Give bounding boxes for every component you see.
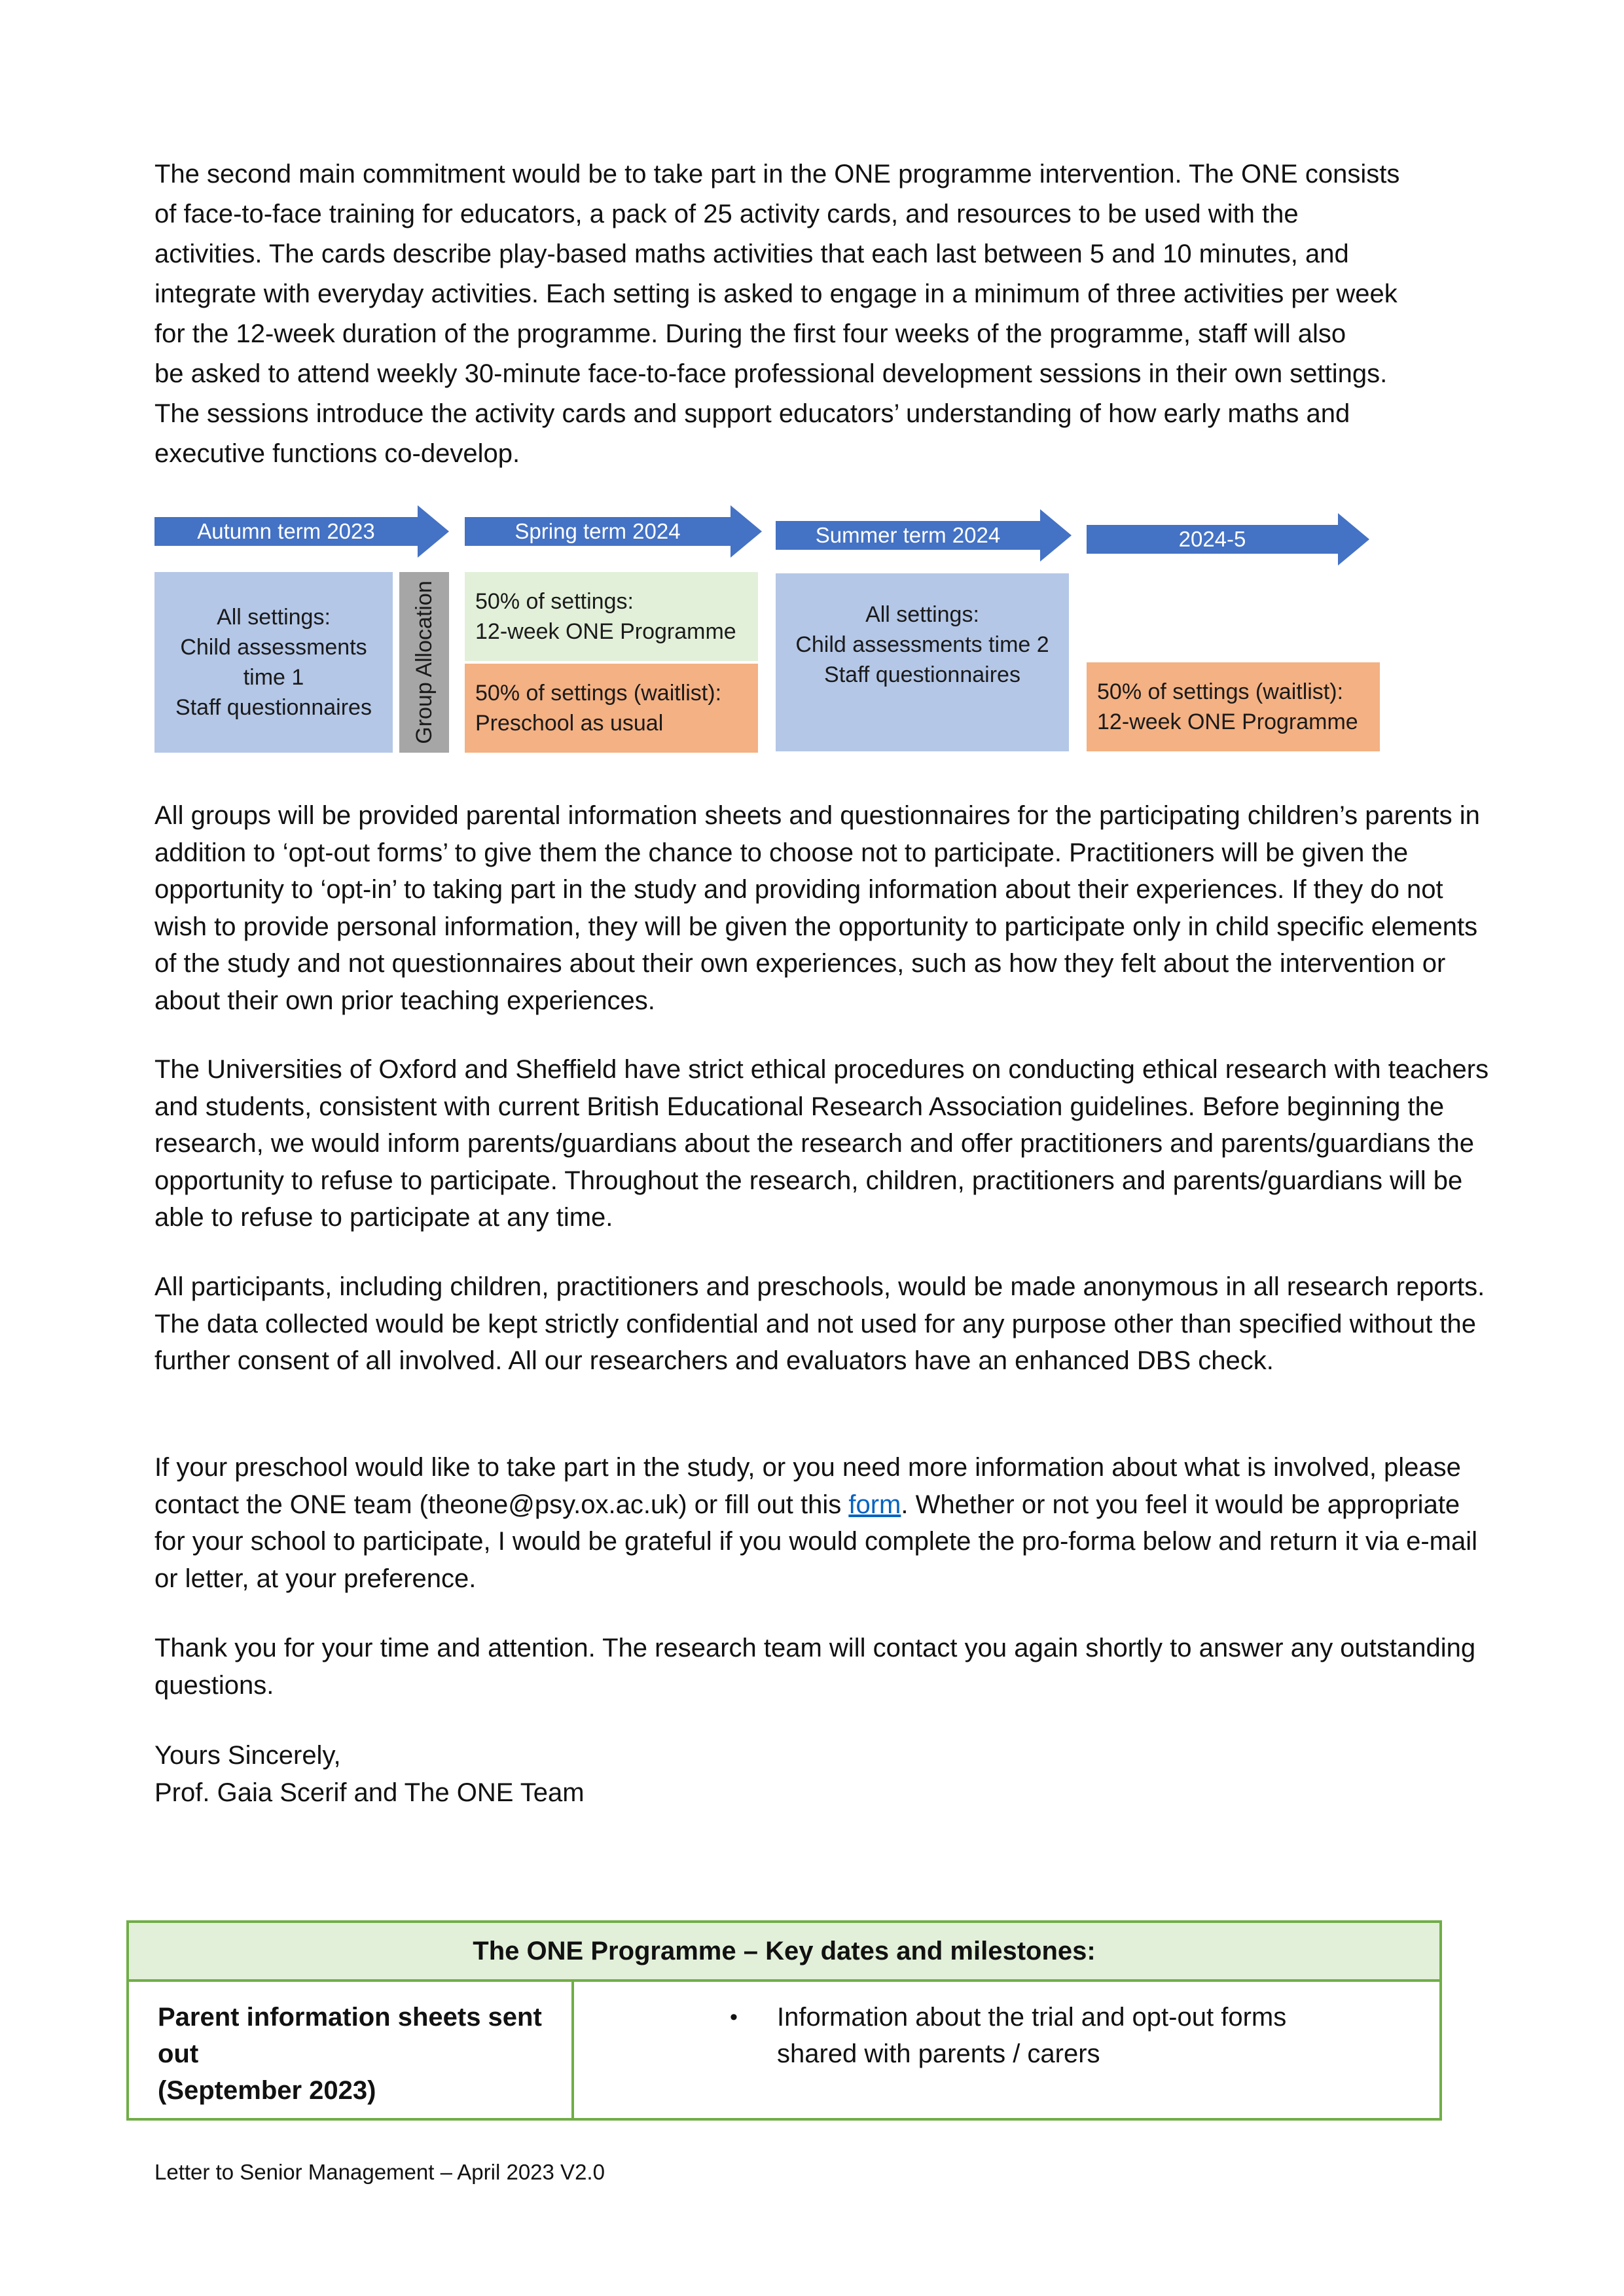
summer-all-settings-box (776, 573, 1069, 751)
term-label: Autumn term 2023 (154, 517, 418, 546)
intro-line: The sessions introduce the activity cards and support educators’ understanding of how early maths and (154, 399, 1350, 428)
term-arrow-autumn (154, 505, 449, 558)
page-footer: Letter to Senior Management – April 2023 V2.0 (154, 2160, 605, 2184)
autumn-all-settings-box (154, 572, 393, 753)
box-line: Preschool as usual (475, 711, 664, 736)
group-allocation-label: Group Allocation (412, 581, 437, 744)
signoff (154, 1737, 1490, 1811)
box-line: Staff questionnaires (175, 695, 372, 720)
contact-text-continued: . Whether or not you feel it would be appropriate for your school to participate, I would be grateful if you would complete the pro-forma below and return it via e-mail or letter, at your preference. (154, 1490, 1478, 1593)
bullet-icon: • (730, 2005, 738, 2030)
intro-line: of face-to-face training for educators, a pack of 25 activity cards, and resources to be used with the (154, 200, 1299, 228)
milestone-line: (September 2023) (158, 2076, 376, 2105)
detail-line: shared with parents / carers (777, 2039, 1100, 2068)
box-line: Child assessments time 2 (795, 632, 1049, 657)
box-line: 50% of settings: (475, 589, 634, 614)
table-row (129, 1982, 1439, 2118)
term-arrow-spring (465, 505, 762, 558)
form-link[interactable]: form (848, 1490, 901, 1519)
intro-line: The second main commitment would be to take part in the ONE programme intervention. The ONE consists (154, 160, 1400, 188)
box-line: Child assessments (180, 635, 367, 660)
contact-text: If your preschool would like to take part in the study, or you need more information about what is involved, please contact the ONE team (theone@psy.ox.ac.uk) or fill out this (154, 1453, 1461, 1519)
detail-line: Information about the trial and opt-out forms (777, 2003, 1287, 2032)
key-dates-table (126, 1920, 1442, 2121)
spring-waitlist-box (465, 664, 758, 753)
spring-intervention-box (465, 572, 758, 661)
intro-line: for the 12-week duration of the programme. During the first four weeks of the programme, staff will also (154, 319, 1346, 348)
signoff-line: Yours Sincerely, (154, 1741, 341, 1770)
term-label: Spring term 2024 (465, 517, 731, 546)
term-arrow-summer (776, 509, 1072, 562)
paragraph-ethics: The Universities of Oxford and Sheffield have strict ethical procedures on conducting ethical research with teachers and students, consistent with current British Educational Research Association guidelines. Before beginning the research, we would inform parents/guardians about the research and offer practitioners and parents/guardians the opportunity to refuse to participate. Throughout the research, children, practitioners and parents/guardians will be able to refuse to participate at any time. (154, 1055, 1489, 1232)
arrow-head-icon (1338, 513, 1369, 565)
box-line: 50% of settings (waitlist): (475, 681, 722, 706)
term-label: Summer term 2024 (776, 521, 1040, 550)
term-label: 2024-5 (1087, 525, 1338, 554)
term-arrow-2024-5 (1087, 513, 1369, 565)
intro-line: activities. The cards describe play-based maths activities that each last between 5 and 10 minutes, and (154, 240, 1349, 268)
paragraph-anonymity: All participants, including children, practitioners and preschools, would be made anonymous in all research reports. The data collected would be kept strictly confidential and not used for any purpose other than specified without the further consent of all involved. All our researchers and evaluators have an enhanced DBS check. (154, 1272, 1485, 1375)
arrow-head-icon (731, 505, 762, 558)
box-line: 50% of settings (waitlist): (1097, 679, 1344, 704)
signoff-signature: Prof. Gaia Scerif and The ONE Team (154, 1778, 585, 1807)
intro-line: integrate with everyday activities. Each setting is asked to engage in a minimum of three activities per week (154, 279, 1398, 308)
box-line: time 1 (243, 665, 304, 690)
box-line: All settings: (217, 605, 331, 630)
intro-line: executive functions co-develop. (154, 439, 520, 468)
arrow-head-icon (418, 505, 449, 558)
paragraph-thanks: Thank you for your time and attention. The research team will contact you again shortly to answer any outstanding questions. (154, 1634, 1476, 1700)
group-allocation-box (399, 572, 449, 753)
box-line: Staff questionnaires (824, 662, 1020, 687)
intro-paragraph (154, 154, 1490, 474)
arrow-head-icon (1040, 509, 1072, 562)
paragraph-opt-out: All groups will be provided parental information sheets and questionnaires for the participating children’s parents in addition to ‘opt-out forms’ to give them the chance to choose not to participate. Practitioners will be given the opportunity to ‘opt-in’ to taking part in the study and providing information about their experiences. If they do not wish to provide personal information, they will be given the opportunity to participate only in child specific elements of the study and not questionnaires about their own experiences, such as how they felt about the intervention or about their own prior teaching experiences. (154, 801, 1480, 1015)
box-line: All settings: (865, 602, 979, 627)
box-line: 12-week ONE Programme (1097, 709, 1358, 734)
detail-cell (574, 1982, 1439, 2118)
table-header: The ONE Programme – Key dates and milestones: (129, 1923, 1439, 1982)
box-line: 12-week ONE Programme (475, 619, 736, 644)
milestone-line: out (158, 2039, 199, 2068)
milestone-line: Parent information sheets sent (158, 2003, 542, 2032)
milestone-cell (129, 1982, 574, 2118)
later-waitlist-box (1087, 662, 1380, 751)
paragraph-contact (154, 1449, 1490, 1597)
intro-line: be asked to attend weekly 30-minute face-to-face professional development sessions in their own settings. (154, 359, 1388, 388)
